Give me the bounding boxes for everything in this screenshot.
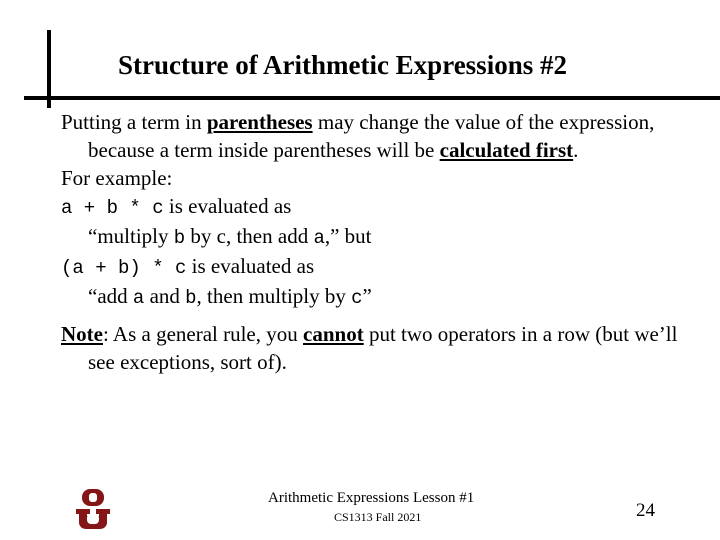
note-label: Note [61, 322, 103, 346]
text-run: ,” but [324, 224, 372, 248]
text-run: is evaluated as [163, 194, 292, 218]
text-run: ” [362, 284, 372, 308]
code-var: c [351, 287, 363, 309]
paragraph-example-2-explanation [61, 282, 691, 312]
footer-course: CS1313 Fall 2021 [334, 510, 422, 524]
slide-body [61, 108, 691, 376]
text-run: by c, then add [185, 224, 314, 248]
text-run: For example: [61, 166, 173, 190]
code-var: b [185, 287, 197, 309]
code-expression: a + b * c [61, 197, 164, 219]
text-run: “add [88, 284, 133, 308]
text-run: and [144, 284, 186, 308]
paragraph-example-2 [61, 252, 691, 282]
text-run: may change the value of the expression, because a term inside parentheses will be [88, 110, 655, 162]
page-number: 24 [636, 500, 655, 521]
ou-logo-icon [76, 488, 110, 535]
paragraph-example-1 [61, 192, 691, 222]
paragraph-for-example [61, 164, 691, 192]
text-run: is evaluated as [186, 254, 315, 278]
emphasis-parentheses: parentheses [206, 110, 313, 134]
text-run: . [573, 138, 579, 162]
footer-lesson-title: Arithmetic Expressions Lesson #1 [268, 490, 475, 506]
code-var: a [132, 287, 145, 309]
text-run: , then multiply by [196, 284, 352, 308]
code-expression: (a + b) * c [61, 257, 187, 279]
emphasis-cannot: cannot [303, 322, 364, 346]
paragraph-parentheses [61, 108, 691, 164]
paragraph-note [61, 320, 691, 376]
slide-title: Structure of Arithmetic Expressions #2 [118, 50, 567, 80]
title-horizontal-rule [24, 96, 720, 100]
text-run: “multiply [88, 224, 174, 248]
code-var: b [173, 227, 186, 249]
text-run: Putting a term in [61, 110, 207, 134]
code-var: a [313, 227, 325, 249]
emphasis-calculated-first: calculated first [439, 138, 574, 162]
text-run: : As a general rule, you [102, 322, 304, 346]
paragraph-example-1-explanation [61, 222, 691, 252]
text-run: put two operators in a row (but we’ll see exceptions, sort of). [88, 322, 678, 374]
